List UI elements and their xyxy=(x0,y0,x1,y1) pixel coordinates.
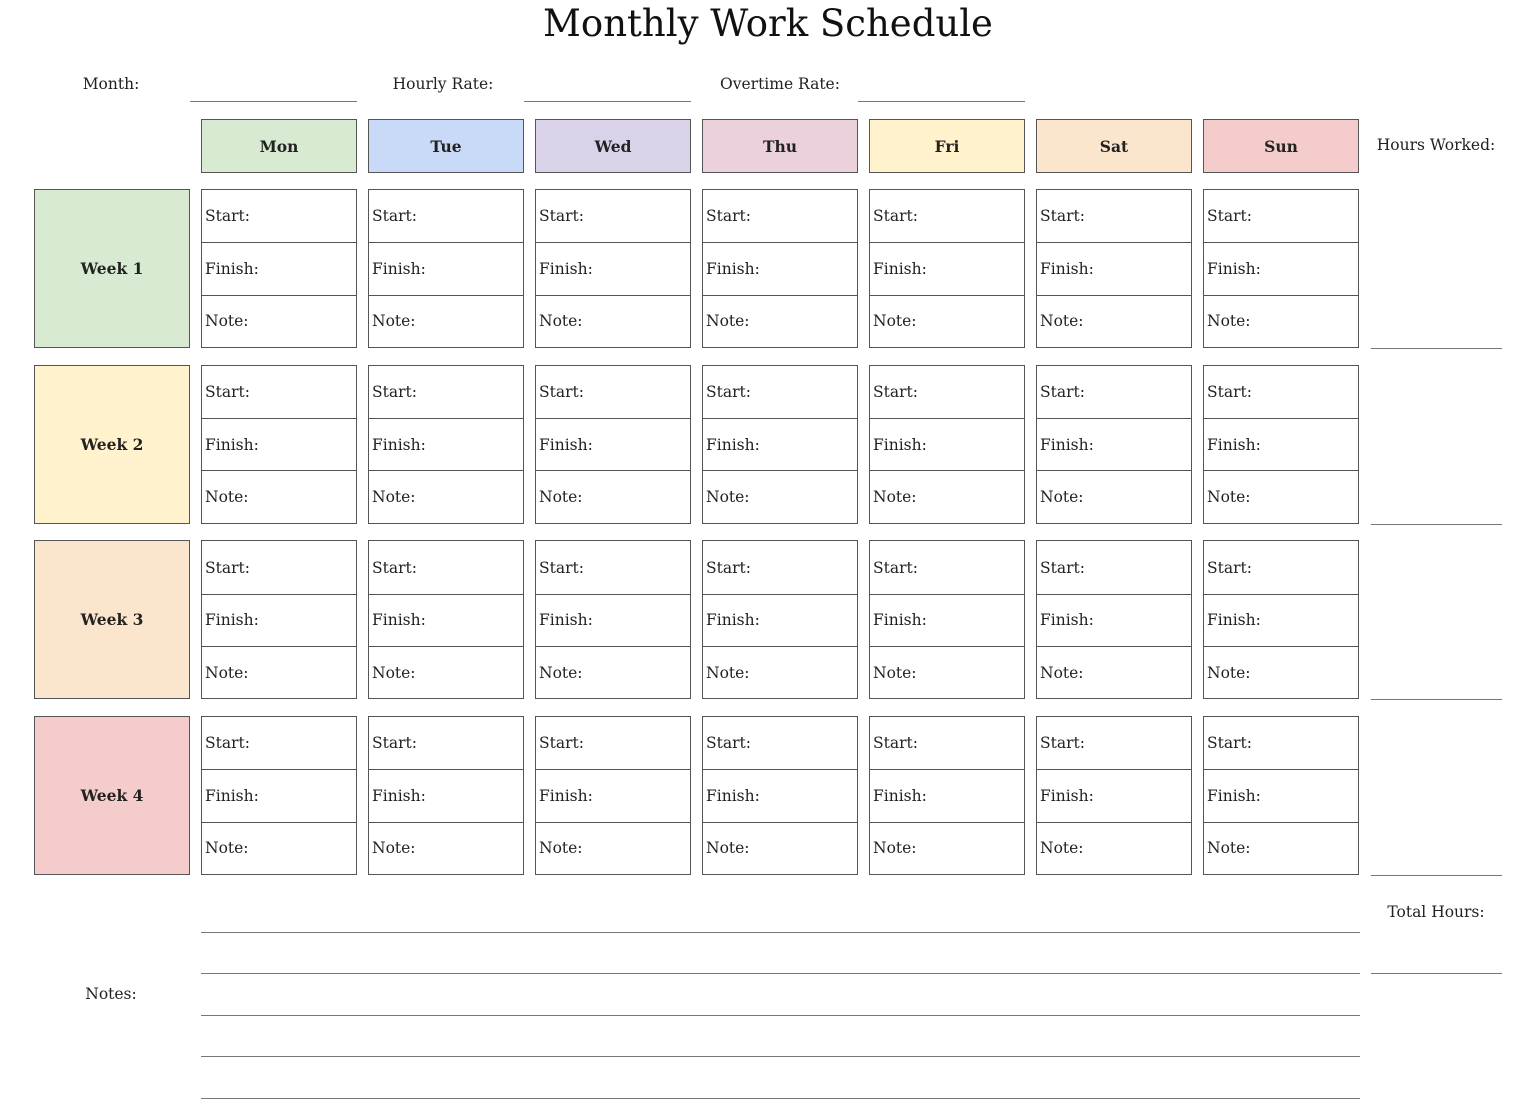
start-field[interactable]: Start: xyxy=(205,734,250,753)
day-header-thu: Thu xyxy=(702,119,858,173)
note-field[interactable]: Note: xyxy=(369,470,523,522)
note-field[interactable]: Note: xyxy=(1037,470,1191,522)
day-cell xyxy=(535,716,691,875)
day-header-wed: Wed xyxy=(535,119,691,173)
start-field[interactable]: Start: xyxy=(706,558,751,577)
day-cell xyxy=(1036,365,1192,524)
day-cell xyxy=(702,365,858,524)
overtime-rate-input-line[interactable] xyxy=(858,101,1025,102)
finish-field[interactable]: Finish: xyxy=(369,769,523,821)
finish-field[interactable]: Finish: xyxy=(1037,418,1191,470)
start-field[interactable]: Start: xyxy=(539,382,584,401)
note-field[interactable]: Note: xyxy=(1204,470,1358,522)
day-cell xyxy=(201,189,357,348)
start-field[interactable]: Start: xyxy=(205,558,250,577)
note-field[interactable]: Note: xyxy=(369,295,523,347)
note-field[interactable]: Note: xyxy=(1204,822,1358,874)
day-header-sun: Sun xyxy=(1203,119,1359,173)
start-field[interactable]: Start: xyxy=(539,558,584,577)
start-field[interactable]: Start: xyxy=(706,734,751,753)
finish-field[interactable]: Finish: xyxy=(202,594,356,646)
start-field[interactable]: Start: xyxy=(205,382,250,401)
finish-field[interactable]: Finish: xyxy=(536,242,690,294)
day-cell xyxy=(201,716,357,875)
day-cell xyxy=(1203,189,1359,348)
total-hours-label: Total Hours: xyxy=(1387,903,1485,921)
finish-field[interactable]: Finish: xyxy=(1037,769,1191,821)
finish-field[interactable]: Finish: xyxy=(1204,769,1358,821)
start-field[interactable]: Start: xyxy=(706,207,751,226)
hours-worked-input-line[interactable] xyxy=(1371,875,1502,876)
hours-worked-input-line[interactable] xyxy=(1371,524,1502,525)
finish-field[interactable]: Finish: xyxy=(703,594,857,646)
day-cell xyxy=(368,540,524,699)
start-field[interactable]: Start: xyxy=(539,207,584,226)
day-cell xyxy=(1203,365,1359,524)
finish-field[interactable]: Finish: xyxy=(202,769,356,821)
note-field[interactable]: Note: xyxy=(703,295,857,347)
total-hours-input-line[interactable] xyxy=(1371,973,1502,974)
finish-field[interactable]: Finish: xyxy=(369,594,523,646)
start-field[interactable]: Start: xyxy=(205,207,250,226)
hourly-rate-input-line[interactable] xyxy=(524,101,691,102)
note-field[interactable]: Note: xyxy=(870,646,1024,698)
finish-field[interactable]: Finish: xyxy=(1037,594,1191,646)
finish-field[interactable]: Finish: xyxy=(369,242,523,294)
note-field[interactable]: Note: xyxy=(536,646,690,698)
note-field[interactable]: Note: xyxy=(202,295,356,347)
note-field[interactable]: Note: xyxy=(1037,295,1191,347)
day-cell xyxy=(201,540,357,699)
finish-field[interactable]: Finish: xyxy=(536,418,690,470)
hourly-rate-label: Hourly Rate: xyxy=(392,75,494,93)
note-field[interactable]: Note: xyxy=(870,822,1024,874)
day-header-mon: Mon xyxy=(201,119,357,173)
finish-field[interactable]: Finish: xyxy=(870,769,1024,821)
notes-line[interactable] xyxy=(201,1056,1360,1057)
day-cell xyxy=(702,716,858,875)
finish-field[interactable]: Finish: xyxy=(1204,242,1358,294)
start-field[interactable]: Start: xyxy=(372,734,417,753)
note-field[interactable]: Note: xyxy=(369,646,523,698)
day-cell xyxy=(869,540,1025,699)
start-field[interactable]: Start: xyxy=(1207,558,1252,577)
start-field[interactable]: Start: xyxy=(1040,558,1085,577)
start-field[interactable]: Start: xyxy=(873,382,918,401)
note-field[interactable]: Note: xyxy=(1204,295,1358,347)
day-cell xyxy=(869,189,1025,348)
note-field[interactable]: Note: xyxy=(369,822,523,874)
day-cell xyxy=(869,365,1025,524)
note-field[interactable]: Note: xyxy=(202,470,356,522)
notes-line[interactable] xyxy=(201,932,1360,933)
week-label-3: Week 3 xyxy=(34,540,190,699)
hours-worked-input-line[interactable] xyxy=(1371,348,1502,349)
day-cell xyxy=(368,716,524,875)
note-field[interactable]: Note: xyxy=(703,646,857,698)
finish-field[interactable]: Finish: xyxy=(870,242,1024,294)
note-field[interactable]: Note: xyxy=(1037,822,1191,874)
day-cell xyxy=(869,716,1025,875)
finish-field[interactable]: Finish: xyxy=(1204,594,1358,646)
note-field[interactable]: Note: xyxy=(703,822,857,874)
day-cell xyxy=(535,189,691,348)
start-field[interactable]: Start: xyxy=(873,558,918,577)
day-cell xyxy=(702,189,858,348)
day-cell xyxy=(535,365,691,524)
start-field[interactable]: Start: xyxy=(1040,382,1085,401)
start-field[interactable]: Start: xyxy=(706,382,751,401)
notes-line[interactable] xyxy=(201,1098,1360,1099)
note-field[interactable]: Note: xyxy=(703,470,857,522)
day-cell xyxy=(1203,540,1359,699)
day-header-fri: Fri xyxy=(869,119,1025,173)
hours-worked-input-line[interactable] xyxy=(1371,699,1502,700)
note-field[interactable]: Note: xyxy=(536,295,690,347)
start-field[interactable]: Start: xyxy=(1207,734,1252,753)
finish-field[interactable]: Finish: xyxy=(870,418,1024,470)
finish-field[interactable]: Finish: xyxy=(870,594,1024,646)
day-cell xyxy=(201,365,357,524)
day-cell xyxy=(1036,716,1192,875)
note-field[interactable]: Note: xyxy=(1204,646,1358,698)
day-cell xyxy=(368,189,524,348)
notes-label: Notes: xyxy=(85,985,137,1003)
day-header-tue: Tue xyxy=(368,119,524,173)
month-input-line[interactable] xyxy=(190,101,357,102)
start-field[interactable]: Start: xyxy=(873,734,918,753)
notes-line[interactable] xyxy=(201,973,1360,974)
note-field[interactable]: Note: xyxy=(870,295,1024,347)
start-field[interactable]: Start: xyxy=(1040,734,1085,753)
finish-field[interactable]: Finish: xyxy=(703,769,857,821)
note-field[interactable]: Note: xyxy=(202,822,356,874)
finish-field[interactable]: Finish: xyxy=(202,242,356,294)
overtime-rate-label: Overtime Rate: xyxy=(720,75,840,93)
start-field[interactable]: Start: xyxy=(1207,382,1252,401)
finish-field[interactable]: Finish: xyxy=(703,242,857,294)
start-field[interactable]: Start: xyxy=(1207,207,1252,226)
week-label-1: Week 1 xyxy=(34,189,190,348)
note-field[interactable]: Note: xyxy=(870,470,1024,522)
page-title: Monthly Work Schedule xyxy=(543,2,993,45)
day-cell xyxy=(368,365,524,524)
start-field[interactable]: Start: xyxy=(539,734,584,753)
note-field[interactable]: Note: xyxy=(1037,646,1191,698)
finish-field[interactable]: Finish: xyxy=(536,594,690,646)
start-field[interactable]: Start: xyxy=(1040,207,1085,226)
finish-field[interactable]: Finish: xyxy=(536,769,690,821)
day-cell xyxy=(702,540,858,699)
start-field[interactable]: Start: xyxy=(873,207,918,226)
finish-field[interactable]: Finish: xyxy=(703,418,857,470)
note-field[interactable]: Note: xyxy=(536,822,690,874)
month-label: Month: xyxy=(82,75,140,93)
note-field[interactable]: Note: xyxy=(536,470,690,522)
start-field[interactable]: Start: xyxy=(372,382,417,401)
day-cell xyxy=(1203,716,1359,875)
finish-field[interactable]: Finish: xyxy=(1204,418,1358,470)
finish-field[interactable]: Finish: xyxy=(369,418,523,470)
start-field[interactable]: Start: xyxy=(372,558,417,577)
finish-field[interactable]: Finish: xyxy=(1037,242,1191,294)
notes-line[interactable] xyxy=(201,1015,1360,1016)
start-field[interactable]: Start: xyxy=(372,207,417,226)
note-field[interactable]: Note: xyxy=(202,646,356,698)
hours-worked-label: Hours Worked: xyxy=(1376,136,1496,154)
day-header-sat: Sat xyxy=(1036,119,1192,173)
finish-field[interactable]: Finish: xyxy=(202,418,356,470)
day-cell xyxy=(1036,189,1192,348)
week-label-2: Week 2 xyxy=(34,365,190,524)
week-label-4: Week 4 xyxy=(34,716,190,875)
day-cell xyxy=(535,540,691,699)
day-cell xyxy=(1036,540,1192,699)
